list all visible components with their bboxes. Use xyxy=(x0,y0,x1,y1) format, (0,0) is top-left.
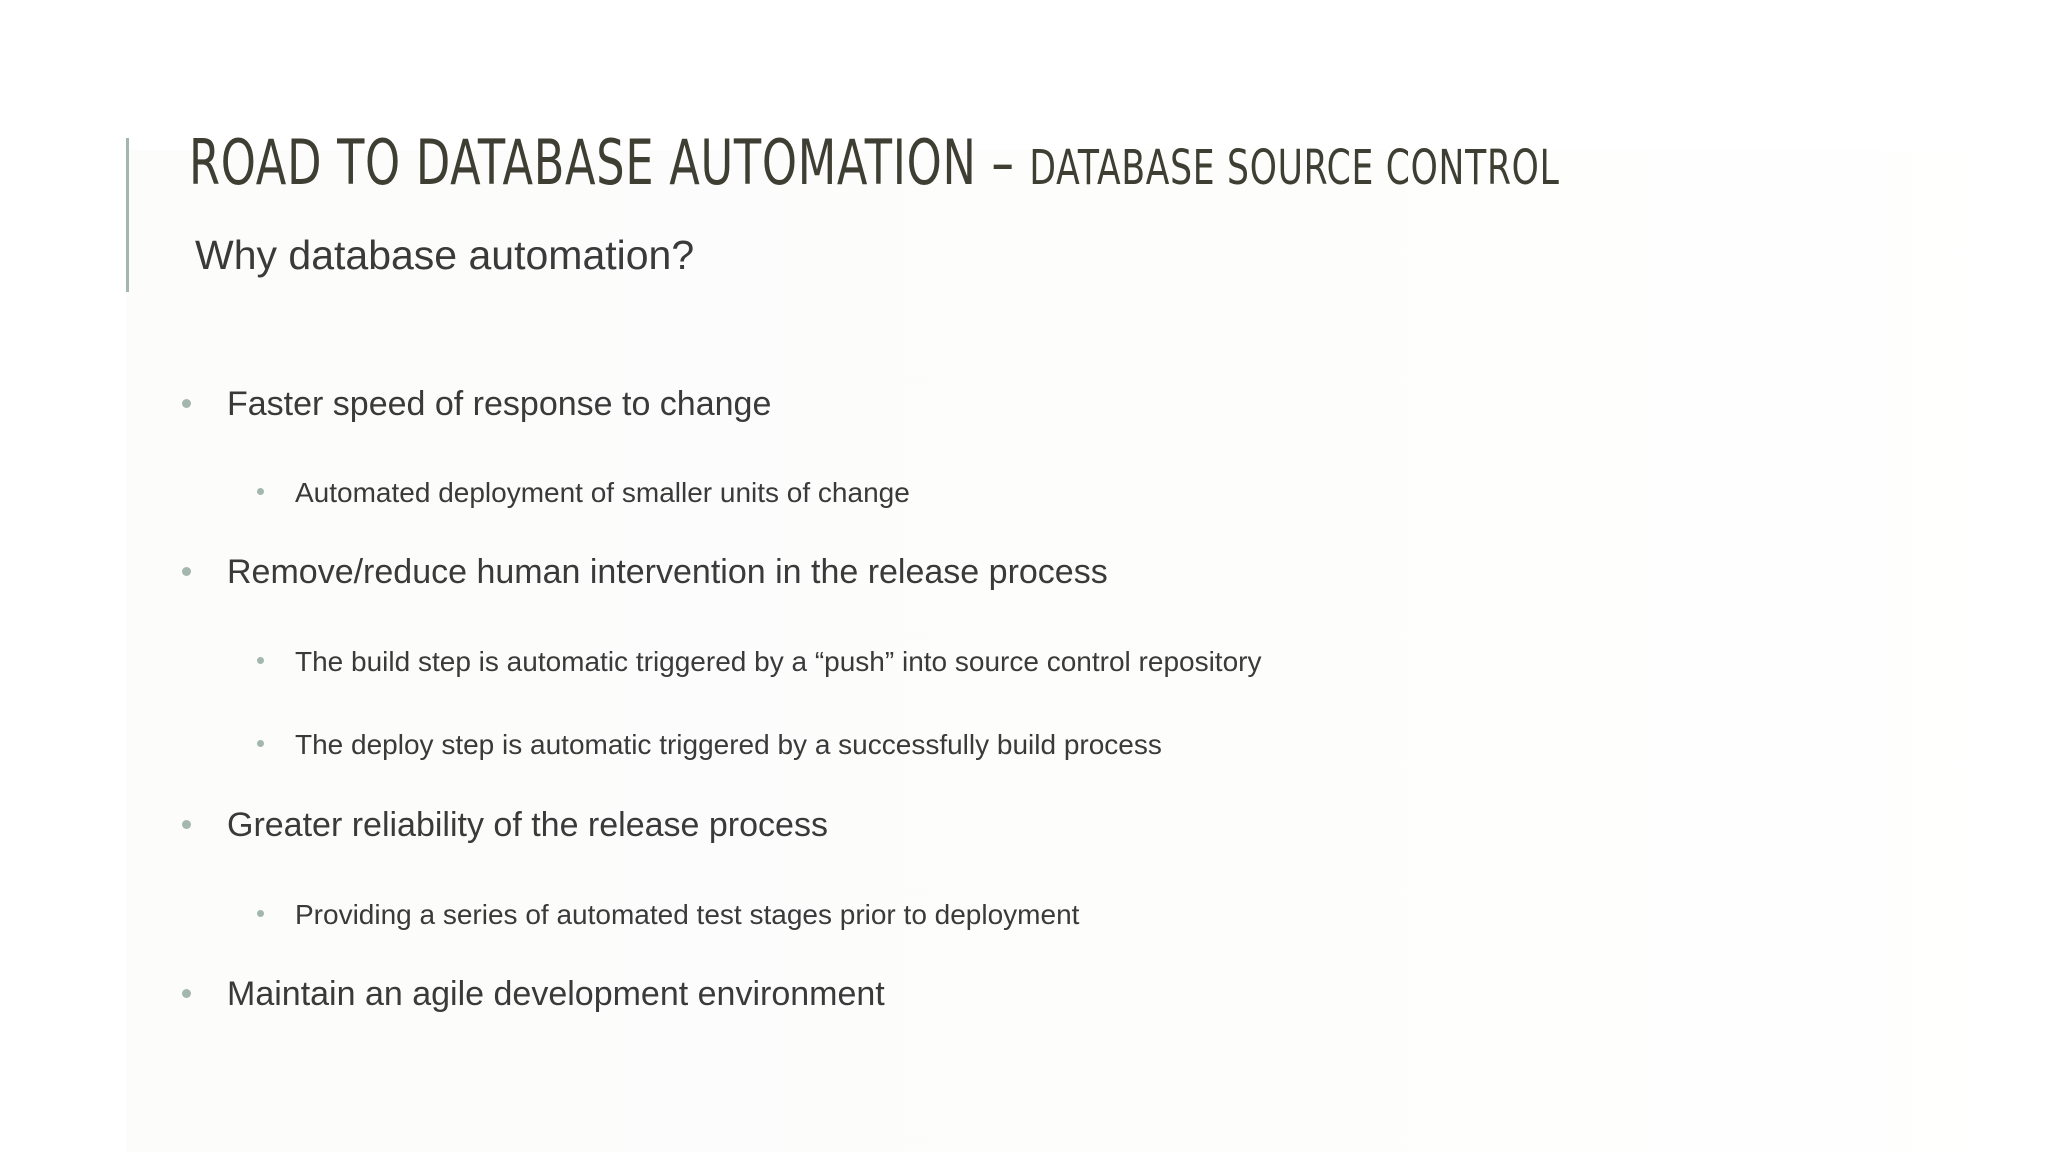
sub-bullet-item xyxy=(295,646,1261,678)
slide-title-sub: DATABASE SOURCE CONTROL xyxy=(1029,140,1560,196)
bullet-dot-icon xyxy=(257,740,264,747)
sub-bullet-item xyxy=(295,477,910,509)
bullet-item xyxy=(227,385,771,424)
slide-title-main: ROAD TO DATABASE AUTOMATION xyxy=(189,126,977,199)
bullet-dot-icon xyxy=(257,488,264,495)
sub-bullet-item xyxy=(295,729,1162,761)
bullet-dot-icon xyxy=(182,567,191,576)
slide-subtitle: Why database automation? xyxy=(195,232,695,278)
bullet-text: Providing a series of automated test stages prior to deployment xyxy=(295,899,1080,930)
bullet-dot-icon xyxy=(182,399,191,408)
sub-bullet-item xyxy=(295,899,1079,931)
bullet-text: Automated deployment of smaller units of change xyxy=(295,477,910,508)
slide-title-separator: – xyxy=(976,126,1030,199)
bullet-dot-icon xyxy=(182,989,191,998)
bullet-text: The deploy step is automatic triggered by a successfully build process xyxy=(295,729,1162,760)
bullet-item xyxy=(227,975,885,1014)
bullet-dot-icon xyxy=(257,657,264,664)
bullet-item xyxy=(227,553,1108,592)
bullet-dot-icon xyxy=(257,910,264,917)
bullet-item xyxy=(227,806,828,845)
bullet-text: Greater reliability of the release process xyxy=(227,806,828,844)
bullet-text: Remove/reduce human intervention in the release process xyxy=(227,553,1108,591)
bullet-text: Maintain an agile development environment xyxy=(227,975,885,1013)
bullet-text: Faster speed of response to change xyxy=(227,385,772,423)
bullet-dot-icon xyxy=(182,820,191,829)
bullet-text: The build step is automatic triggered by a “push” into source control repository xyxy=(295,646,1262,677)
